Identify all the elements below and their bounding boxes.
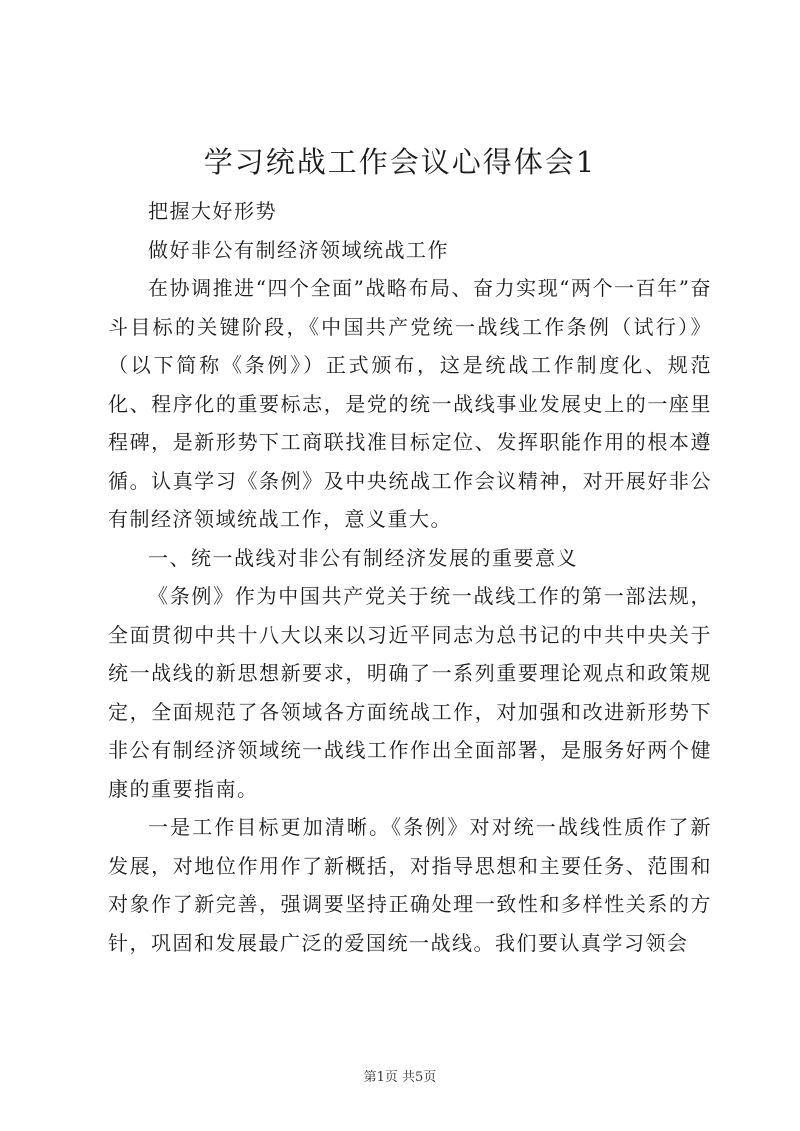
section-heading-1: 一、统一战线对非公有制经济发展的重要意义 xyxy=(148,545,578,570)
document-title: 学习统战工作会议心得体会1 xyxy=(203,145,597,179)
paragraph-goal: 一是工作目标更加清晰。《条例》对对统一战线性质作了新发展，对地位作用作了新概括，对指导思想和主要任务、范围和对象作了新完善，强调要坚持正确处理一致性和多样性关系的方针，巩固和发展最广泛的爱国统一战线。我们要认真学习领会 xyxy=(108,815,712,955)
paragraph-intro: 在协调推进“四个全面”战略布局、奋力实现“两个一百年”奋斗目标的关键阶段，《中国共产党统一战线工作条例（试行）》（以下简称《条例》）正式颁布，这是统战工作制度化、规范化、程序化的重要标志，是党的统一战线事业发展史上的一座里程碑，是新形势下工商联找准目标定位、发挥职能作用的根本遵循。认真学习《条例》及中央统战工作会议精神，对开展好非公有制经济领域统战工作，意义重大。 xyxy=(108,276,712,531)
paragraph-heading-1: 把握大好形势 xyxy=(148,199,277,223)
paragraph-regulation: 《条例》作为中国共产党关于统一战线工作的第一部法规，全面贯彻中共十八大以来以习近平同志为总书记的中共中央关于统一战线的新思想新要求，明确了一系列重要理论观点和政策规定，全面规范了各领域各方面统战工作，对加强和改进新形势下非公有制经济领域统一战线工作作出全面部署，是服务好两个健康的重要指南。 xyxy=(108,584,712,801)
document-body xyxy=(108,192,712,962)
paragraph-heading-2: 做好非公有制经济领域统战工作 xyxy=(148,237,449,262)
page-footer: 第1页 共5页 xyxy=(363,1070,437,1085)
